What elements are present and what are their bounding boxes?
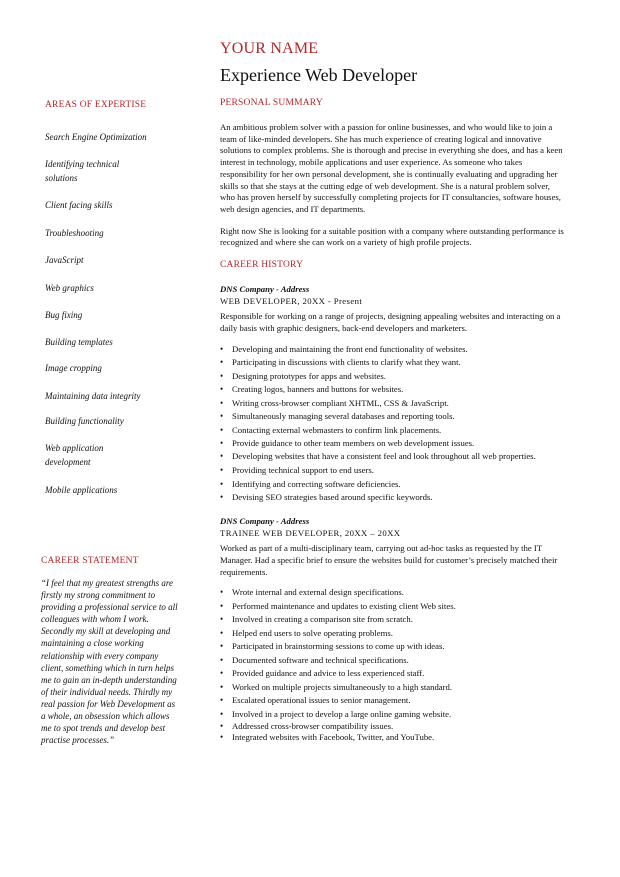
job-entry [220, 284, 565, 505]
job-duty: • Developing websites that have a consistent feel and look throughout all web properties. [232, 451, 557, 465]
expertise-heading: AREAS OF EXPERTISE [45, 100, 147, 110]
job-duty: • Addressed cross-browser compatibility issues. [232, 721, 565, 732]
expertise-list [40, 130, 190, 497]
expertise-item: Mobile applications [45, 485, 118, 495]
job-entry [220, 516, 565, 744]
job-duty: • Providing technical support to end users. [232, 464, 565, 478]
job-duty: • Writing cross-browser compliant XHTML, CSS & JavaScript. [232, 397, 565, 411]
career-history-heading: CAREER HISTORY [220, 260, 304, 271]
expertise-item: Client facing skills [45, 200, 113, 210]
job-duty: • Performed maintenance and updates to existing client Web sites. [232, 600, 565, 614]
expertise-section [40, 100, 190, 497]
job-duties [220, 586, 565, 743]
job-duty: • Devising SEO strategies based around specific keywords. [232, 491, 565, 505]
job-duties [220, 343, 565, 505]
job-duty: • Contacting external webmasters to confirm link placements. [232, 424, 565, 438]
expertise-item: Maintaining data integrity [45, 391, 141, 401]
expertise-item: Troubleshooting [45, 228, 104, 238]
job-duty: • Participated in brainstorming sessions to come up with ideas. [232, 640, 565, 654]
job-duty: • Documented software and technical specifications. [232, 654, 565, 668]
job-role: TRAINEE WEB DEVELOPER, 20XX – 20XX [220, 527, 401, 538]
summary-paragraph: An ambitious problem solver with a passion for online businesses, and who would like to join a team of like-minded developers. She has much experience of creating logical and innovative solutions to complex problems. She is thorough and precise in everything she does, and has a keen interest in technology, mobile applications and user experience. As someone who takes responsibility for her own personal development, she is continually evaluating and upgrading her skills so that she stays at the cutting edge of web development. She is a natural problem solver, who has proven herself by successfully completing projects for IT consultancies, software houses, web design agencies, and IT departments. [220, 122, 563, 214]
job-duty: • Helped end users to solve operating problems. [232, 627, 565, 641]
job-duty: • Wrote internal and external design specifications. [232, 586, 565, 600]
job-duty: • Provide guidance to other team members on web development issues. [232, 437, 565, 451]
job-description: Worked as part of a multi-disciplinary team, carrying out ad-hoc tasks as requested by the IT Manager. Had a specific brief to ensure the websites build for customer’s precisely matched their requirements. [220, 543, 558, 577]
summary-heading: PERSONAL SUMMARY [220, 98, 323, 108]
job-duty: • Participating in discussions with clients to clarify what they want. [232, 356, 565, 370]
job-duty: • Involved in creating a comparison site from scratch. [232, 613, 565, 627]
main-column [220, 98, 565, 743]
job-duty: • Simultaneously managing several databases and reporting tools. [232, 410, 565, 424]
job-description: Responsible for working on a range of projects, designing appealing websites and interacting on a daily basis with graphic designers, back-end developers and marketers. [220, 311, 561, 334]
summary-section [220, 122, 565, 249]
job-duty: • Developing and maintaining the front end functionality of websites. [232, 343, 565, 357]
job-company: DNS Company - Address [220, 515, 310, 526]
job-company: DNS Company - Address [220, 284, 310, 295]
expertise-item: Bug fixing [45, 310, 83, 320]
career-statement-text: “I feel that my greatest strengths are firstly my strong commitment to providing a professional service to all colleagues with whom I work. Secondly my skill at developing and maintaining a close working relationship with every company client, something which in turn helps me to gain an in-depth understanding of their individual needs. Thirdly my real passion for Web Development as a whole, an obsession which allows me to spot trends and develop best practise processes.” [41, 578, 178, 746]
expertise-item: JavaScript [45, 255, 84, 265]
job-duty: • Worked on multiple projects simultaneously to a high standard. [232, 681, 565, 695]
job-role: WEB DEVELOPER, 20XX - Present [220, 295, 363, 306]
career-statement-heading: CAREER STATEMENT [41, 556, 139, 566]
expertise-item: Building templates [45, 337, 113, 347]
job-duty: • Integrated websites with Facebook, Twitter, and YouTube. [232, 732, 565, 743]
job-duty: • Designing prototypes for apps and websites. [232, 370, 565, 384]
job-duty: • Escalated operational issues to senior management. [232, 694, 565, 708]
job-duty: • Creating logos, banners and buttons for websites. [232, 383, 565, 397]
summary-paragraph: Right now She is looking for a suitable position with a company where outstanding performance is recognized and where she can work on a variety of high profile projects. [220, 225, 564, 248]
job-duty: • Involved in a project to develop a large online gaming website. [232, 708, 565, 722]
expertise-item: Image cropping [45, 363, 102, 373]
expertise-item: Identifying technical solutions [45, 159, 120, 183]
expertise-item: Web graphics [45, 283, 94, 293]
expertise-item: Web application development [45, 443, 104, 467]
resume-job-title: Experience Web Developer [220, 65, 418, 85]
job-duty: • Identifying and correcting software deficiencies. [232, 478, 565, 492]
expertise-item: Search Engine Optimization [45, 132, 147, 142]
expertise-item: Building functionality [45, 416, 124, 426]
job-duty: • Provided guidance and advice to less experienced staff. [232, 667, 565, 681]
resume-name: YOUR NAME [220, 40, 319, 57]
